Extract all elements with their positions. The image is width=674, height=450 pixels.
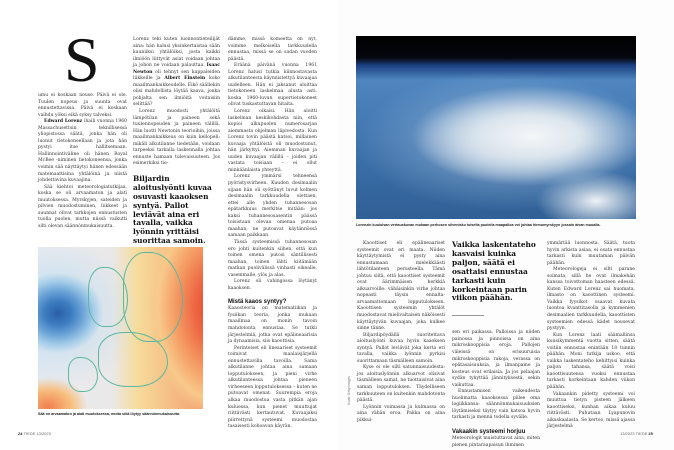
hurricane-photo xyxy=(356,36,636,219)
right-page xyxy=(337,0,674,450)
divider xyxy=(452,315,484,316)
paragraph: Lorenz muodosti yhtälöitä lämpötilan ja paineen sekä tuulennopeuden ja paineen välillä. Hän luotti Newtonin teorioihin, joissa maailmankaikkeus on kuin kellopeli: mikäli alkutilanne tiedetään, voidaan tarpeeksi tarkalla laskennalla johtaa ennuste hamaan tulevaisuuteen. Jos esimerkiksi tie- xyxy=(133,109,220,167)
pull-quote: Vaikka laskentateho kasvaisi kuinka paljon, säätä ei osattaisi ennustaa tarkasti kuin korkeintaan parin viikon päähän. xyxy=(452,240,536,303)
pull-quote: Biljardin aloituslyönti kuvaa osuvasti kaaoksen syntyä. Pallot leviävät aina eri tavalla, vaikka lyönnin yrittäisi suorittaa samoin. xyxy=(133,173,212,246)
weather-map-image xyxy=(38,247,203,409)
map-caption: Sää on arvaamaton ja alati muutoksessa, mutta siitä löytyy säännönmukaisuutta. xyxy=(38,412,181,416)
paragraph: Lorenz oli vahingossa löytänyt kaaoksen. xyxy=(228,279,317,291)
page-footer xyxy=(18,431,51,436)
bold-name: Isaac Newton xyxy=(133,63,220,75)
left-column-3 xyxy=(228,37,317,431)
bold-name: Edward Lorenz xyxy=(44,119,83,125)
paragraph: sen eri paikassa. Palloissa ja niiden painossa ja pinnoissa on aina mikroskooppisia eroja. Pallojen väleissä on erisuuruisia mikroskooppisia rakoja, verassa on epätasaisuuksia, ja ilmanpaine ja kosteus ovat erilaisia. Ja jos pelaajan sydän tykyttää jännityksestä, sekin vaikuttaa. xyxy=(452,330,540,388)
page-number: 24 xyxy=(18,431,23,436)
bold-name: Albert Einstein xyxy=(164,76,206,82)
paragraph: Meteorologit muistuttavat aina, miten pienen pintaraapaisun ihminen xyxy=(452,436,540,448)
paragraph: Ennustamisen vaikeudesta huolimatta kaaoksessa piilee oma logiikkansa: säännönmukaisuuksien löytämiseksi täytyy vain katsoa hyvin tarkasti ja mennä todella syvälle. xyxy=(452,389,540,421)
paragraph: ymmärtää luonnosta. Säätä, tuota hyvin arkista asiaa, ei osata ennustaa tarkasti kuin muutaman päivän päähän. xyxy=(547,241,635,266)
paragraph: Sää kiehtoi meteorologiatutkijaa, koska se oli arvaamaton ja alati muutoksessa. Myrskyjen, sateiden ja pilvien muodostuminen, liikkeet ja suunnat olivat tarkkojen ennustusten tuolla puolen, mutta niissä vaikutti silti olevan säännönmukaisuutta. xyxy=(38,184,127,229)
paragraph-text: oli tehnyt sen kappaleiden liikkeille ja xyxy=(133,69,220,82)
section-heading: Mistä kaaos syntyy? xyxy=(228,299,287,306)
left-column-1 xyxy=(38,93,127,230)
paragraph: dämme, missä komeetta on nyt, voimme melkoisella tarkkuudella ennustaa, missä se on sadan vuoden päästä. xyxy=(228,37,317,62)
right-column-3 xyxy=(547,241,635,431)
section-heading: Vakaakin systeemi horjuu xyxy=(452,429,526,435)
paragraph: Lorenz oikaisi. Hän aloitti laskelman keskikohdasta niin, että kopioi alkupuolen numerosarjan aiemmasta ohjelman läpivedosta. Kun Lorenz tovin päästä katsoi, millainen kuvaaja yhtälöistä oli muodostunut, hän järkyttyi. Aiemman kuvaajan ja uuden kuvaajan välillä – joiden piti vastata toisiaan – ei ollut minkäänlaista yhteyttä. xyxy=(228,109,317,173)
paragraph: Tässä systeemissä tuhannesosan ero johti kuitenkin siihen, että kun toinen omena putosi säntillisesti maahan, toinen lähti kiitämään matkan puolivälissä vinhasti oikealle, vasemmalle, ylös ja alas. xyxy=(228,239,317,278)
magazine-issue: TIEDE 13/2023 xyxy=(23,431,51,436)
paragraph: Meteorologeja ei silti parane soimata, sillä he ovat ilmakehän kanssa toivottoman haasteen edessä. Kuten Edward Lorenz sai huomata, ilmasto on kaoottinen systeemi. Vaikka fyysikot osaavat kuvata luontoa kvanttitasolla ja kymmenien desimaalien tarkkuudella, kaoottisten systeemien edessä kädet nousevat pystyyn. xyxy=(547,267,635,332)
paragraph: Kun Lorenz laati säämallinsa kuusikymmentä vuotta sitten, säätä voitiin ennustaa enintään 18 tunnin päähän. Moni tutkija uskoo, että vaikka laskentateho kehittyisi kuinka paljon tahansa, säätä voisi kaoottisuutensa vuoksi ennustaa tarkasti korkeintaan kahden viikon päähän. xyxy=(547,332,635,391)
paragraph: Eräänä päivänä vuonna 1961 Lorenz halusi tutkia kiinnostavasta alkutilanteesta käynnistettyä kuvaajaa uudelleen. Hän ei jaksanut aloittaa tietokoneen laskelmaa alusta asti, koska 1960-luvun supertietokoneet olivat tuskastuttavan hitaita. xyxy=(228,63,317,108)
paragraph: Kyse ei ole silti satunnaisuudesta: jos aloituslyönnin alkuarvot olisivat täsmälleen samat, ne tuottaisivat aina saman lopputuloksen. Täydelliseen tarkkuuteen on kuitenkin mahdotonta päästä. xyxy=(357,365,445,404)
magazine-issue: 13/2023 TIEDE xyxy=(620,431,648,436)
right-column-1 xyxy=(357,241,445,424)
paragraph: Lorenz ymmärsi tehneensä pyöristysvirheen. Kuuden desimaalin sijaan hän oli syöttänyt luvut kolmen desimaalin tarkkuudella olettaen, ettei alle yhden tuhannesosan epätarkkuus merkitse mitään: jos kaksi tuhannesosasentin päässä toisistaan olevaa omenaa putoaa maahan, ne putoavat käytännössä samaan paikkaan. xyxy=(228,174,317,239)
paragraph-text: Lorenz teki kuten luonnontieteilijät aina: hän halusi yksinkertaistaa sään kauniiksi yhtälöiksi, josta kaikki ilmiöön liittyvät asiat voidaan johtaa ja johon ne voidaan palauttaa. xyxy=(133,37,220,69)
left-column-2 xyxy=(133,37,220,259)
paragraph: Lyönnin voimassa ja kulmassa on aina vähän eroa. Pakka on aina pikkui- xyxy=(357,404,445,423)
right-column-2 xyxy=(452,234,540,449)
photo-credit: Kuvat: Getty Images xyxy=(347,376,351,405)
paragraph: Perinteiset eli lineaariset systeemit toimivat maalaisjärjellä ennustettavilla tavoilla. Sama alkutilanne johtaa aina samaan lopputulokseen, ja pieni virhe alkutilanteessa johtaa pieneen virheeseen lopputuloksessa – kuten ne putoavat omenat. Suurempia eroja alkaa muodostua vasta pitkän ajan kuluessa, kun pienet muuttujat riittävästi kertautuvat. Kuvaajaksi piirrettynä systeemi muodostaa tasaisesti kohoavan käyrän. xyxy=(228,345,317,430)
drop-cap: S xyxy=(64,24,100,95)
paragraph-text: koko maailmankaikkeudelle. Eikö säällekin olisi mahdollista löytää kaava, jonka pohjalta sen ilmiöitä voitaisiin selittää? xyxy=(133,76,220,108)
paragraph: Vakaankin pidetty systeemi voi muuttua tietyn pisteen jälkeen kaoottiseksi, kunhan aikaa kuluu riittävästi. Puhutaan Lyapunovin aikaskaalasta. Se kertoo, missä ajassa järjestelmä xyxy=(547,391,635,430)
page-footer xyxy=(620,431,653,436)
paragraph: Biljardipöydällä suoritettava aloituslyönti kuvaa hyvin kaaoksen syntyä. Pallot leviävät joka kerta eri tavalla, vaikka lyönnin pyrkisi suorittamaan täsmälleen samoin. xyxy=(357,332,445,364)
paragraph-text: ihaili vuonna 1960 Massachusettsin teknillisessä yliopistossa säätä, jonka hän oli luonut tietokoneellaan ja jota hän pystyi itse hallitsemaan. Hallinnointiväline oli hänen Royal McBee -niminen tietokoneensa, jonka voimin sää näyttäytyi hänen edessään matemaattisina yhtälöinä ja niistä johdettavina kuvaajina. xyxy=(38,119,127,184)
page-number: 25 xyxy=(648,431,653,436)
photo-caption: Lorenzin kuuluisan vertauskuvan mukaan perhosen siivenisku toisella puolella maapalloa voi johtaa hirmumyrskyyn jossain aivan muualla. xyxy=(356,223,601,227)
paragraph: Kaoottiset eli epälineaariset systeemit ovat eri maata. Niiden käyttäytymistä ei pysty aina ennustamaan mielekkäästi lähtötilanteen perusteella. Tämä johtuu siitä, että kaoottiset systeemit ovat äärimmäisen herkkiä alkuarvoille: vähäisinkin virhe johtaa nopeasti täysin ennalta-arvaamattomaan lopputulokseen. Kaoottisen systeemin yhtälöt muodostavat mielivaltaisen näköisesti käyttäytyvän kuvaajan, joka kulkee sinne tänne. xyxy=(357,241,445,332)
paragraph: umu ei koskaan nouse. Päivä ei ole. Tuulen nopeus ja suunta ovat ennustettavissa. Päivä ei koskaan vaihdu yöksi eikä syksy talveksi. xyxy=(38,93,127,118)
paragraph xyxy=(38,119,127,184)
paragraph xyxy=(133,37,220,109)
paragraph: Kaaosteoria on matematiikan ja fysiikan teoria, jonka mukaan maailmaa on monin tavoin mahdotonta ennustaa. Se tutkii järjestelmiä, jotka ovat epälineaarisia ja dynaamisia, siis kaoottisia. xyxy=(228,306,317,345)
